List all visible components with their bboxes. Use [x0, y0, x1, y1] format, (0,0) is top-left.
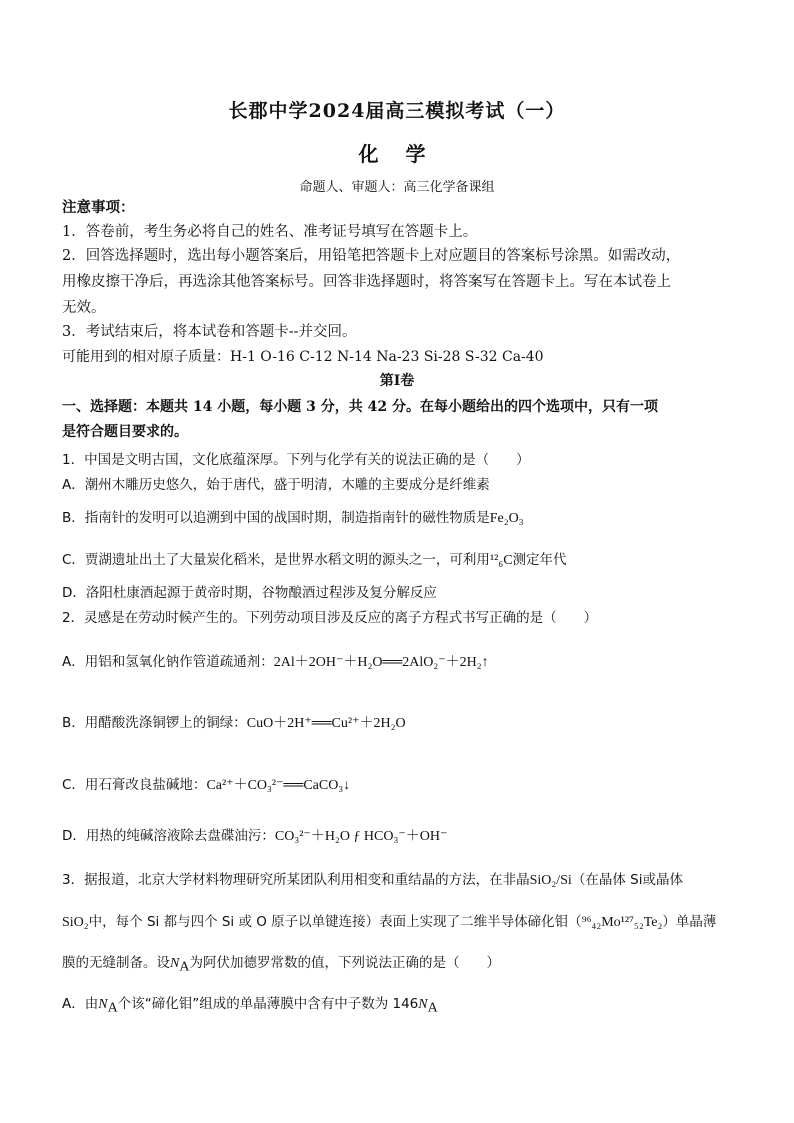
q1-option-b: [62, 506, 524, 527]
q3-line-1-pre: 3．据报道，北京大学材料物理研究所某团队利用相变和重结晶的方法，在非晶: [62, 872, 530, 888]
q1-option-b-text: B．指南针的发明可以追溯到中国的战国时期，制造指南针的磁性物质是: [62, 510, 490, 526]
q3-line-3: [62, 951, 500, 976]
notice-item-2-line-3: 无效。: [62, 300, 106, 316]
q2-option-b-equation: CuO＋2H⁺══Cu²⁺＋2H₂O: [246, 716, 406, 731]
q3-option-a-mid: 个该“碲化钼”组成的单晶薄膜中含有中子数为 146: [117, 996, 419, 1012]
q2-option-c-text: C．用石膏改良盐碱地：: [62, 777, 207, 793]
atomic-masses: 可能用到的相对原子质量：H-1 O-16 C-12 N-14 Na-23 Si-28 S-32 Ca-40: [62, 349, 544, 365]
q3-line-1-formula: SiO₂/Si: [529, 873, 572, 888]
q3-line-2-pre: 中，每个 Si 都与四个 Si 或 O 原子以单键连接）表面上实现了二维半导体碲化钼（: [88, 914, 582, 930]
q2-option-d: [62, 824, 447, 845]
q3-line-3-pre: 膜的无缝制备。设: [62, 955, 170, 971]
q2-option-c-equation: Ca²⁺＋CO₃²⁻══CaCO₃↓: [206, 778, 351, 793]
q3-line-2-nuclide: ⁹⁶₄₂Mo¹²⁷₅₂Te₂: [581, 915, 663, 930]
notice-item-1: 1．答卷前，考生务必将自己的姓名、准考证号填写在答题卡上。: [62, 224, 478, 240]
notice-item-2-line-1: 2．回答选择题时，选出每小题答案后，用铅笔把答题卡上对应题目的答案标号涂黑。如需改动，: [62, 248, 681, 264]
q3-line-2-formula: SiO₂: [62, 915, 89, 930]
q3-line-3-post: 为阿伏加德罗常数的值，下列说法正确的是（ ）: [189, 955, 500, 971]
q1-option-a: A．潮州木雕历史悠久，始于唐代，盛于明清，木雕的主要成分是纤维素: [62, 477, 490, 493]
q1-option-c-nuclide: ¹²₆C: [489, 553, 513, 568]
q1-option-c-post: 测定年代: [512, 552, 567, 568]
q1-option-c: [62, 548, 567, 569]
notice-heading: 注意事项：: [62, 199, 135, 216]
q3-line-1: [62, 868, 683, 889]
q3-option-a-avogadro-subscript: A: [107, 1000, 118, 1016]
q2-option-b: [62, 711, 406, 732]
q3-option-a-avogadro: N: [98, 997, 108, 1012]
part1-heading-line-2: 是符合题目要求的。: [62, 424, 188, 440]
q2-option-d-text: D．用热的纯碱溶液除去盘碟油污：: [62, 828, 275, 844]
q2-option-a-text: A．用铝和氢氧化钠作管道疏通剂：: [62, 654, 274, 670]
q3-line-1-post: （在晶体 Si或晶体: [571, 872, 683, 888]
q1-option-b-formula: Fe₂O₃: [489, 511, 524, 526]
part1-heading-line-1: 一、选择题：本题共 14 小题，每小题 3 分，共 42 分。在每小题给出的四个选项中，只有一项: [62, 399, 658, 415]
q2-option-a: [62, 650, 489, 671]
volume-heading: 第Ⅰ卷: [379, 373, 415, 389]
q3-option-a: [62, 992, 438, 1017]
q2-option-a-equation: 2Al＋2OH⁻＋H₂O══2AlO₂⁻＋2H₂↑: [273, 655, 489, 670]
notice-item-3: 3．考试结束后，将本试卷和答题卡--并交回。: [62, 324, 357, 340]
q2-stem: 2．灵感是在劳动时候产生的。下列劳动项目涉及反应的离子方程式书写正确的是（ ）: [62, 610, 598, 626]
q1-stem: 1．中国是文明古国，文化底蕴深厚。下列与化学有关的说法正确的是（ ）: [62, 452, 530, 468]
q3-avogadro-subscript: A: [179, 959, 190, 975]
q1-option-d: D．洛阳杜康酒起源于黄帝时期，谷物酿酒过程涉及复分解反应: [62, 585, 437, 601]
q1-option-c-text: C．贾湖遗址出土了大量炭化稻米，是世界水稻文明的源头之一，可利用: [62, 552, 490, 568]
q3-avogadro-symbol: N: [170, 956, 180, 971]
q3-option-a-pre: A．由: [62, 996, 99, 1012]
q3-line-2-post: ）单晶薄: [662, 914, 717, 930]
q3-option-a-avogadro-end-subscript: A: [427, 1000, 438, 1016]
q3-option-a-avogadro-end: N: [418, 997, 428, 1012]
q2-option-d-equation: CO₃²⁻＋H₂O ƒ HCO₃⁻＋OH⁻: [274, 829, 448, 844]
notice-item-2-line-2: 用橡皮擦干净后，再选涂其他答案标号。回答非选择题时，将答案写在答题卡上。写在本试卷上: [62, 274, 671, 290]
q3-line-2: [62, 910, 716, 931]
q2-option-b-text: B．用醋酸洗涤铜锣上的铜绿：: [62, 715, 247, 731]
exam-title: 长郡中学2024届高三模拟考试（一）: [228, 100, 566, 122]
authors-line: 命题人、审题人：高三化学备课组: [299, 180, 495, 195]
q2-option-c: [62, 773, 350, 794]
subject-title: 化 学: [358, 142, 436, 166]
